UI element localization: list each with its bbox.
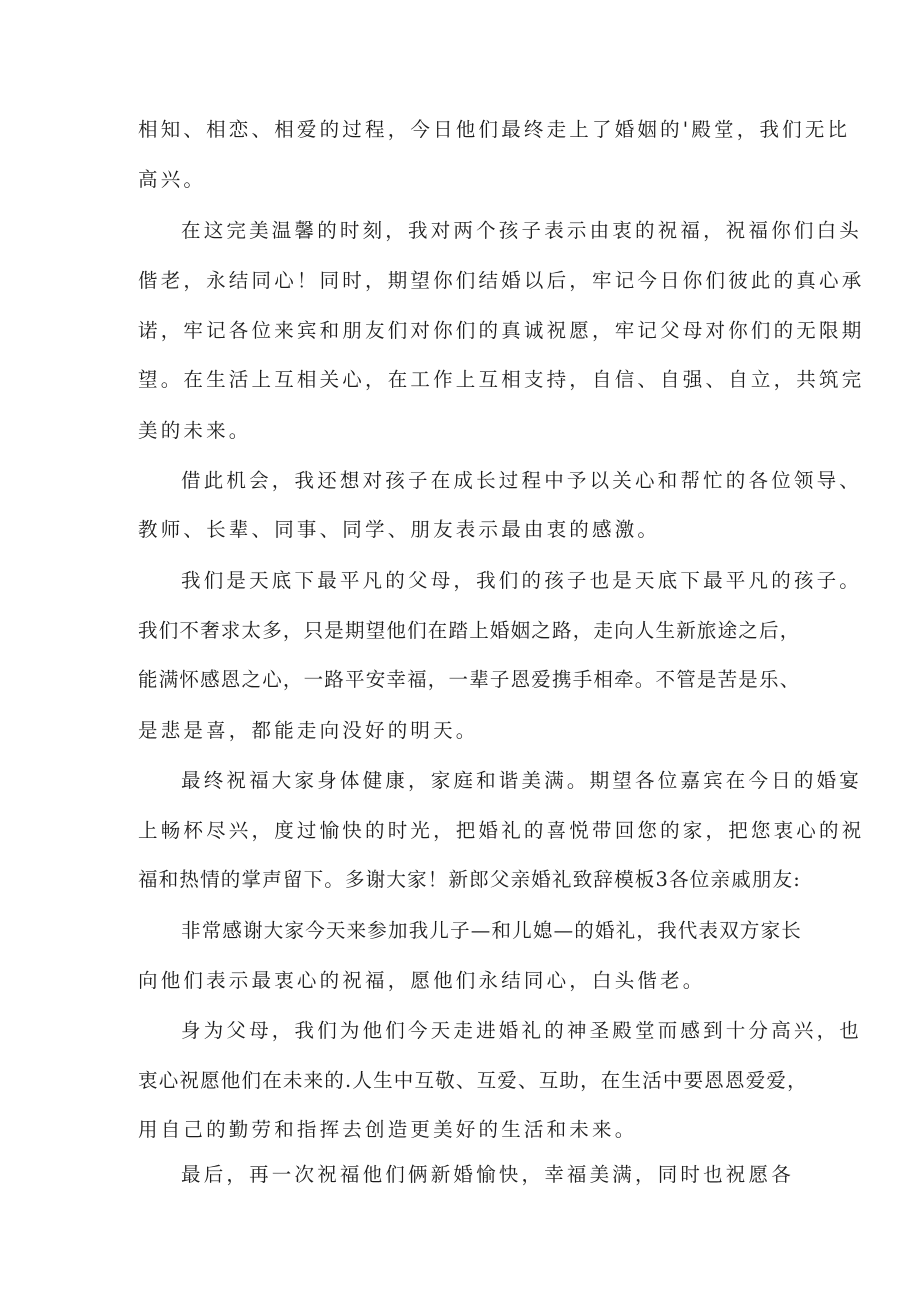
paragraph-start-line: 非常感谢大家今天来参加我儿子—和儿媳—的婚礼，我代表双方家长 <box>181 919 803 942</box>
paragraph-start-line: 最终祝福大家身体健康，家庭和谐美满。期望各位嘉宾在今日的婚宴 <box>181 769 863 792</box>
paragraph-start-line: 身为父母，我们为他们今天走进婚礼的神圣殿堂而感到十分高兴，也 <box>181 1019 863 1042</box>
paragraph-start-line: 借此机会，我还想对孩子在成长过程中予以关心和帮忙的各位领导、 <box>181 469 863 492</box>
text-line: 我们不奢求太多，只是期望他们在踏上婚姻之路，走向人生新旅途之后， <box>138 619 801 642</box>
text-line: 高兴。 <box>138 168 207 191</box>
text-line: 上畅杯尽兴，度过愉快的时光，把婚礼的喜悦带回您的家，把您衷心的祝 <box>138 819 865 842</box>
text-line: 用自己的勤劳和指挥去创造更美好的生活和未来。 <box>138 1118 638 1141</box>
paragraph-start-line: 我们是天底下最平凡的父母，我们的孩子也是天底下最平凡的孩子。 <box>181 569 863 592</box>
text-line: 衷心祝愿他们在未来的.人生中互敬、互爱、互助，在生活中要恩恩爱爱， <box>138 1069 808 1092</box>
text-line: 相知、相恋、相爱的过程，今日他们最终走上了婚姻的'殿堂，我们无比 <box>138 118 851 141</box>
text-line: 是悲是喜，都能走向没好的明天。 <box>138 719 479 742</box>
text-line: 美的未来。 <box>138 419 252 442</box>
text-line: 偕老，永结同心！同时，期望你们结婚以后，牢记今日你们彼此的真心承 <box>138 269 865 292</box>
text-line: 教师、长辈、同事、同学、朋友表示最由衷的感激。 <box>138 518 661 541</box>
text-line: 诺，牢记各位来宾和朋友们对你们的真诚祝愿，牢记父母对你们的无限期 <box>138 319 865 342</box>
text-line: 向他们表示最衷心的祝福，愿他们永结同心，白头偕老。 <box>138 969 706 992</box>
text-line: 能满怀感恩之心，一路平安幸福，一辈子恩爱携手相牵。不管是苦是乐、 <box>138 668 801 691</box>
paragraph-start-line: 最后，再一次祝福他们俩新婚愉快，幸福美满，同时也祝愿各 <box>181 1163 794 1186</box>
text-line: 福和热情的掌声留下。多谢大家！新郎父亲婚礼致辞模板3各位亲戚朋友: <box>138 868 802 891</box>
text-line: 望。在生活上互相关心，在工作上互相支持，自信、自强、自立，共筑完 <box>138 368 865 391</box>
paragraph-start-line: 在这完美温馨的时刻，我对两个孩子表示由衷的祝福，祝福你们白头 <box>181 219 863 242</box>
